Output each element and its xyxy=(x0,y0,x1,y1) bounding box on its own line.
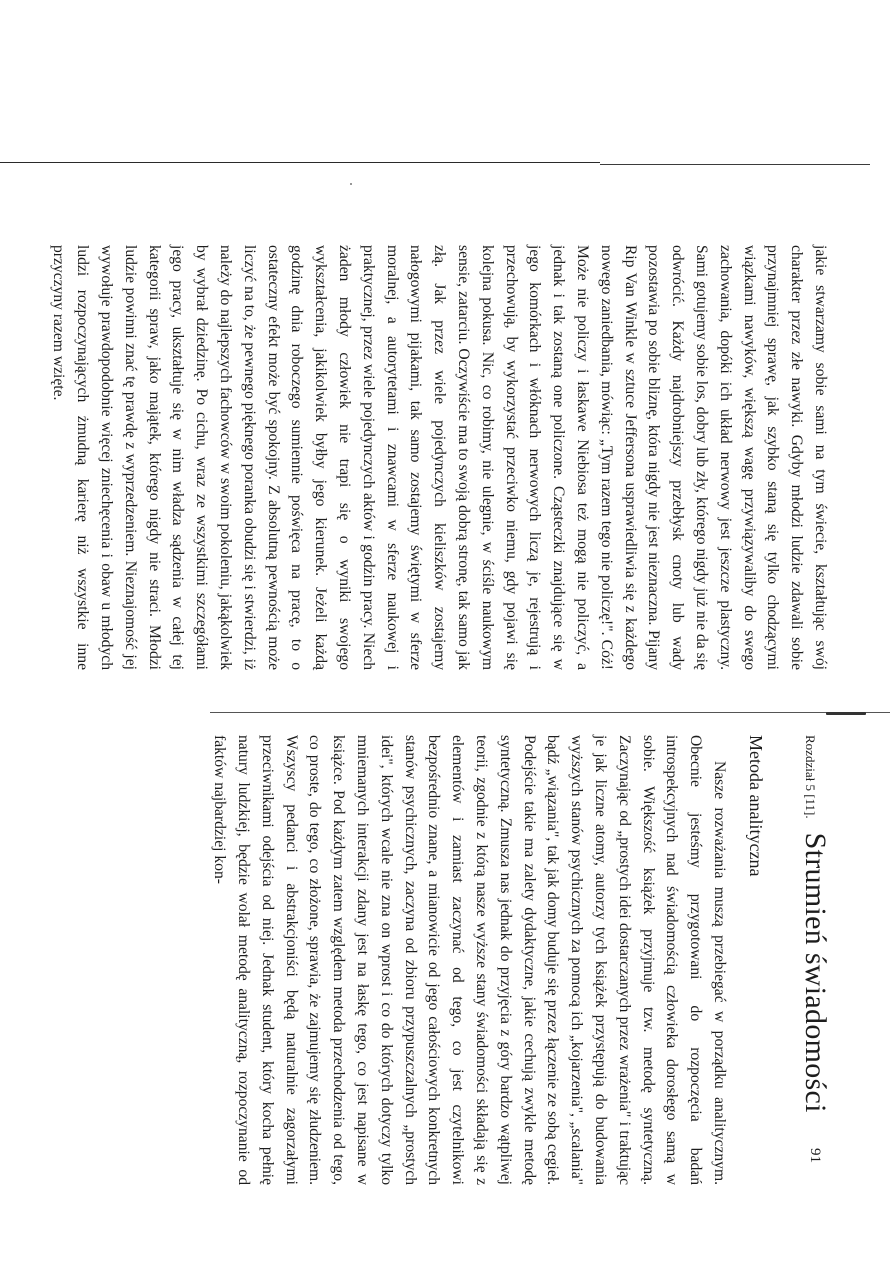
body-paragraph: Nasze rozważania muszą przebiegać w porządku analitycznym. Obecnie jesteśmy przygotowani do rozpoczęcia badań introspekcyjnych nad świadomością człowieka dorosłego samą w sobie. Większość książek przyjmuje tzw. metodę syntetyczną. Zaczynając od „prostych idei dostarczanych przez wrażenia" i traktując je jak liczne atomy, autorzy tych książek przystępują do budowania wyższych stanów psychicznych za pomocą ich „kojarzenia", „scalania" bądź „wiązania", tak jak domy buduje się przez łączenie ze sobą cegieł. Podejście takie ma zalety dydaktyczne, jakie cechują zwykle metodę syntetyczną. Zmusza nas jednak do przyjęcia z góry bardzo wątpliwej teorii, zgodnie z którą nasze wyższe stany świadomości składają się z elementów i zamiast zaczynać od tego, co jest czytelnikowi bezpośrednio znane, a mianowicie od jego całościowych konkretnych stanów psychicznych, zaczyna od zbioru przypuszczalnych „prostych idei", których wcale nie zna on wprost i co do których dotyczy tylko mniemanych interakcji zdany jest na łaskę tego, co jest napisane w książce. Pod każdym zatem względem metoda przechodzenia od tego, co proste, do tego, co złożone, sprawia, że zajmujemy się złudzeniem. Wszyscy pedanci i abstrakcjoniści będą naturalnie zagorzałymi przeciwnikami odejścia od niej. Jednak student, który kocha pełnię natury ludzkiej, będzie wolał metodę analityczną, rozpoczynanie od faktów najbardziej kon- xyxy=(211,735,728,1185)
page-upper xyxy=(50,245,832,670)
top-divider-right xyxy=(600,164,870,165)
page-number: 91 xyxy=(807,1148,823,1163)
scan-mark xyxy=(350,183,352,185)
middle-divider xyxy=(210,712,890,713)
scan-mark xyxy=(826,712,866,715)
page-lower xyxy=(112,735,832,1190)
chapter-heading xyxy=(798,735,832,1190)
chapter-label: Rozdział 5 [11]. xyxy=(803,735,818,819)
body-paragraph: jakie stwarzamy sobie sami na tym świecie, kształtując swój charakter przez złe nawyki. Gdyby młodzi ludzie zdawali sobie przynajmniej sprawę, jak szybko staną się tylko chodzącymi wiązkami nawyków, większą wagę przywiązywaliby do swego zachowania, dopóki ich układ nerwowy jest jeszcze plastyczny. Sami gotujemy sobie los, dobry lub zły, którego nigdy już nie da się odwrócić. Każdy najdrobniejszy przebłysk cnoty lub wady pozostawia po sobie bliznę, która nigdy nie jest nieznaczna. Pijany Rip Van Winkle w sztuce Jeffersona usprawiedliwia się z każdego nowego zaniedbania, mówiąc: „Tym razem tego nie policzę!". Cóż! Może nie policzy i łaskawe Niebiosa też mogą nie policzyć, a jednak i tak zostaną one policzone. Cząsteczki znajdujące się w jego komórkach i włóknach nerwowych liczą je, rejestrują i przechowują, by wykorzystać przeciwko niemu, gdy pojawi się kolejna pokusa. Nic, co robimy, nie ulegnie, w ściśle naukowym sensie, zatarciu. Oczywiście ma to swoją dobrą stronę, tak samo jak złą. Jak przez wiele pojedynczych kieliszków zostajemy nałogowymi pijakami, tak samo zostajemy świętymi w sferze moralnej, a autorytetami i znawcami w sferze naukowej i praktycznej, przez wiele pojedynczych aktów i godzin pracy. Niech żaden młody człowiek nie trapi się o wyniki swojego wykształcenia, jakikolwiek byłby jego kierunek. Jeżeli każdą godzinę dnia roboczego sumiennie poświęca na pracę, to o ostateczny efekt może być spokojny. Z absolutną pewnością może liczyć na to, że pewnego pięknego poranka obudzi się i stwierdzi, iż należy do najlepszych fachowców w swoim pokoleniu, jakąkolwiek by wybrał dziedzinę. Po cichu, wraz ze wszystkimi szczegółami jego pracy, ukształtuje się w nim władza sądzenia w całej tej kategorii spraw, jako majątek, którego nigdy nie straci. Młodzi ludzie powinni znać tę prawdę z wyprzedzeniem. Nieznajomość jej wywołuje prawdopodobnie więcej zniechęcenia i obaw u młodych ludzi rozpoczynających żmudną karierę niż wszystkie inne przyczyny razem wzięte. xyxy=(50,245,829,670)
top-divider-left xyxy=(0,162,600,163)
section-title: Metoda analityczna xyxy=(746,735,766,877)
chapter-title: Strumień świadomości xyxy=(799,832,832,1113)
